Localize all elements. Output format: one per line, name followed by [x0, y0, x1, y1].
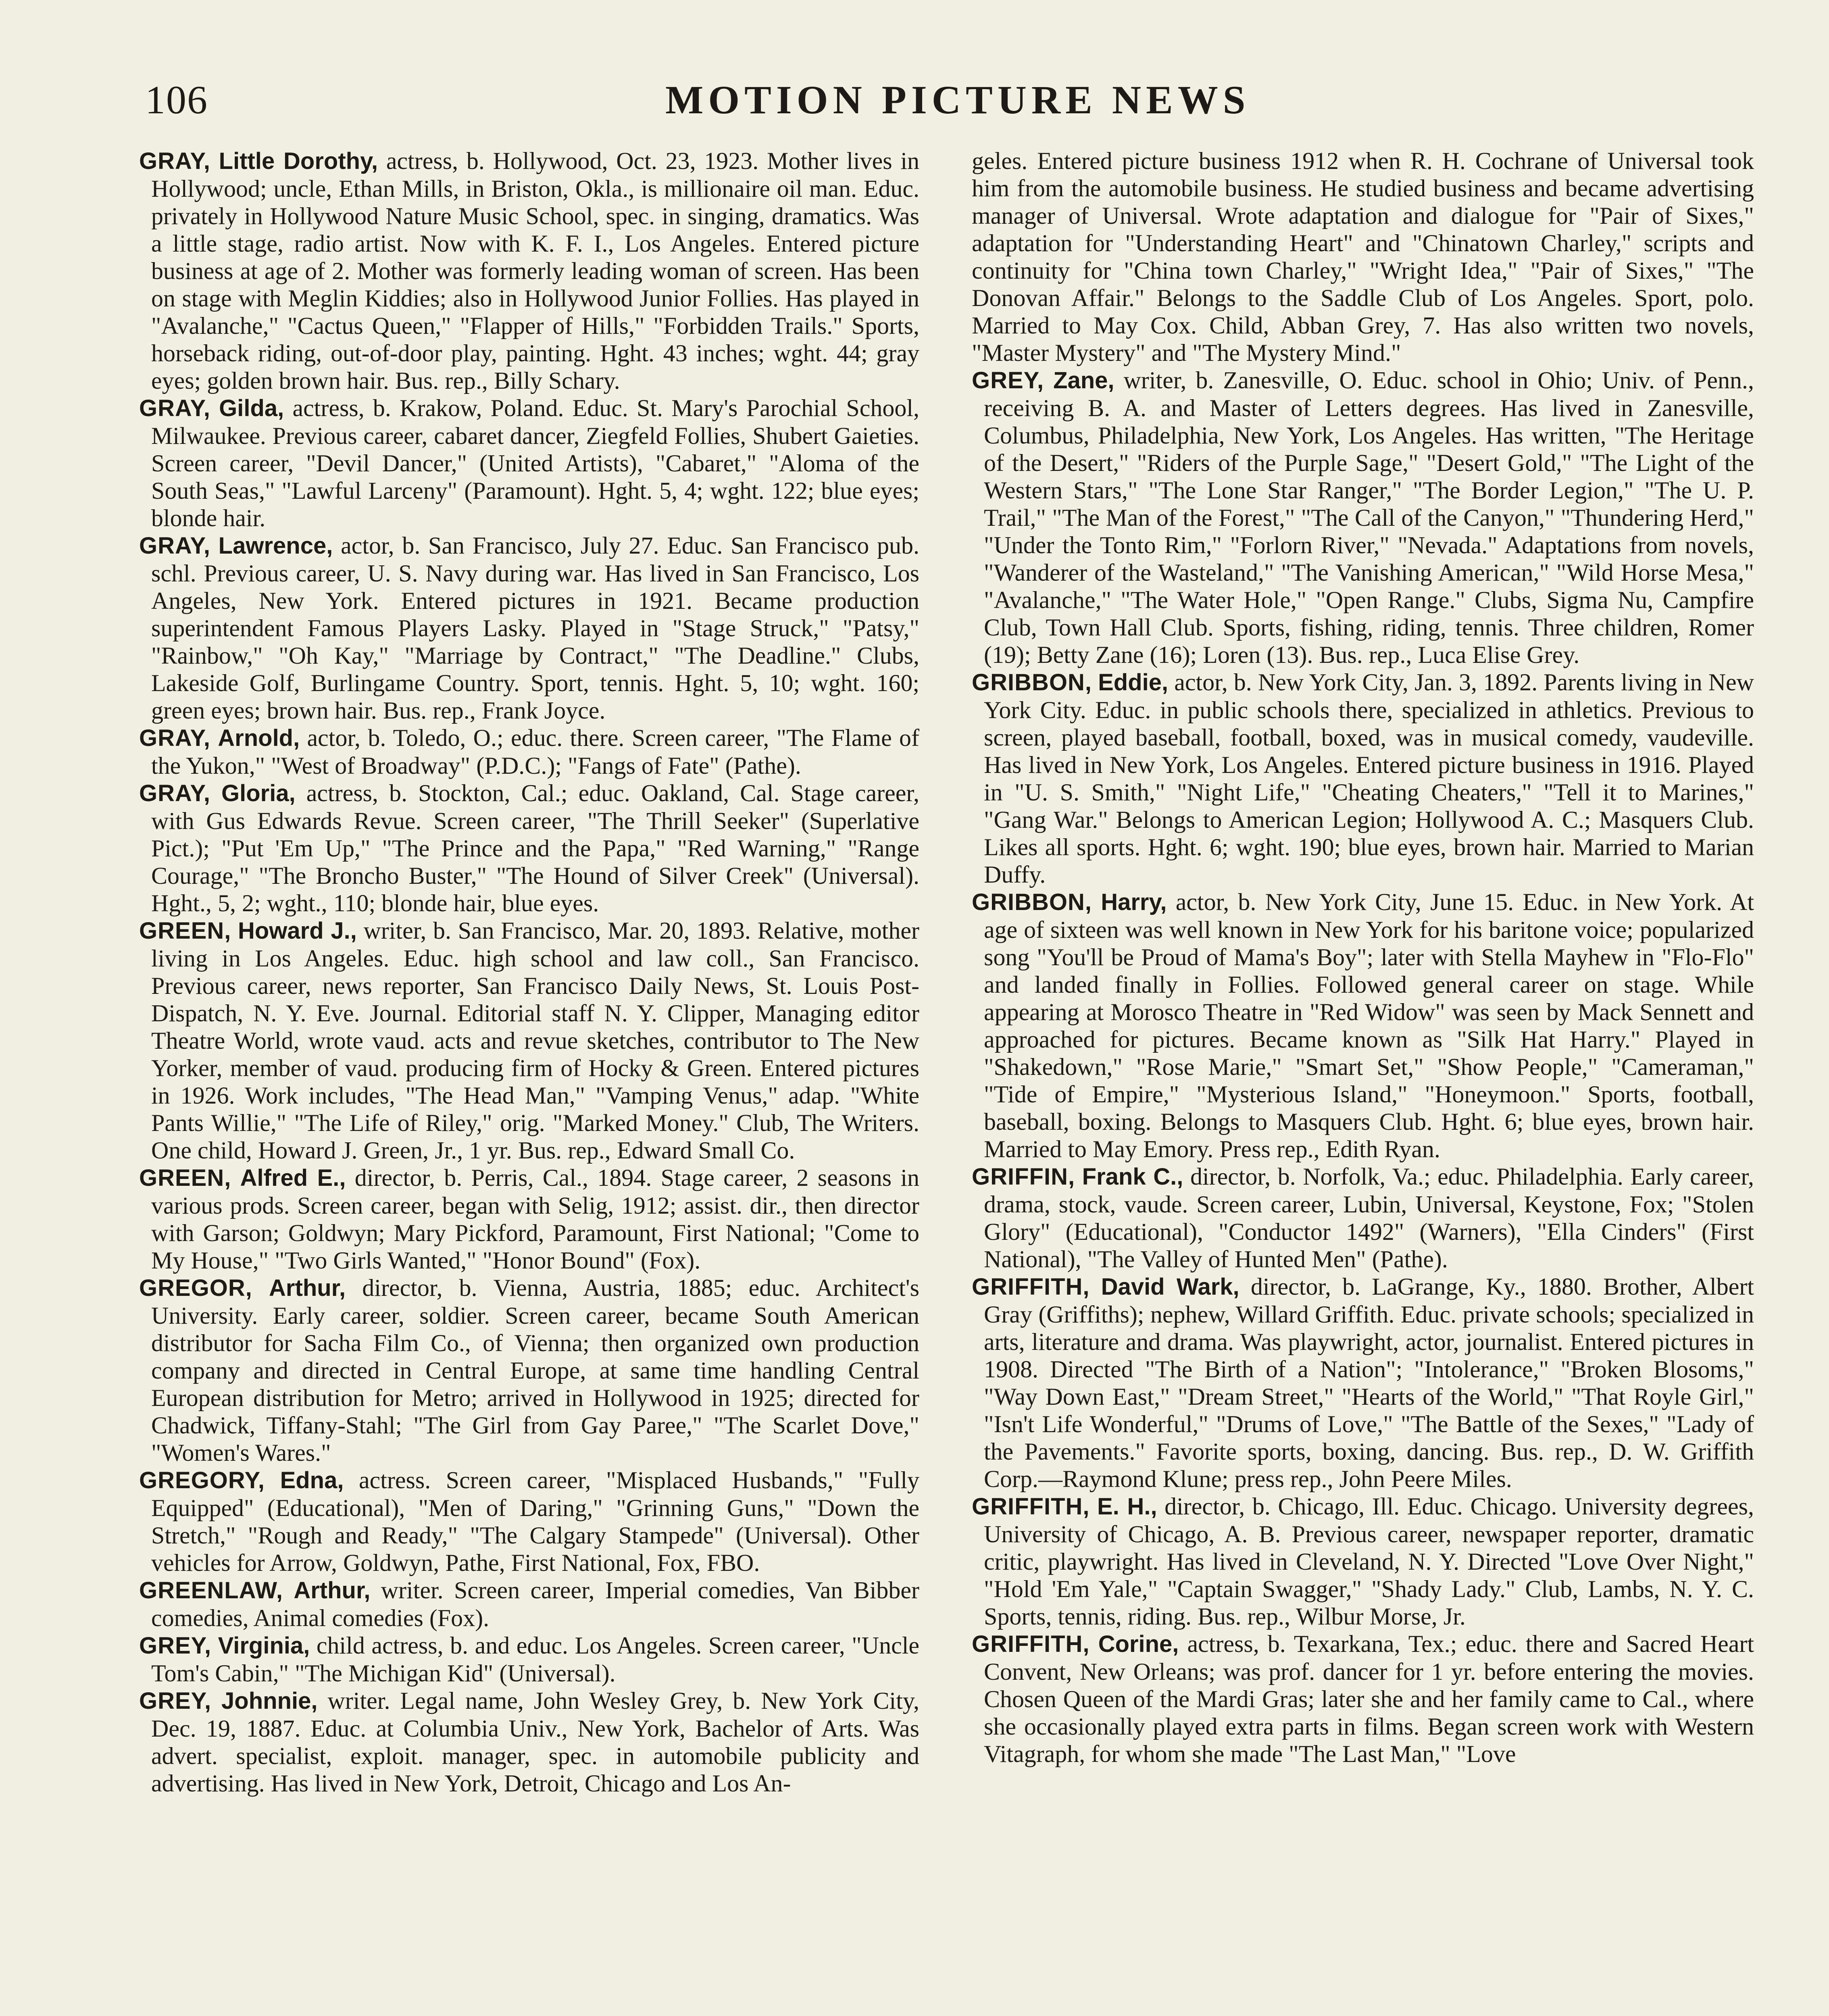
entry-surname: GRIFFITH,	[972, 1631, 1090, 1657]
entry-surname: GRAY,	[139, 725, 210, 751]
entry-given-name: Johnnie,	[221, 1688, 318, 1714]
entry-text: director, b. LaGrange, Ky., 1880. Brother, Albert Gray (Griffiths); nephew, Willard Griffith. Educ. private schools; specialized in arts, literature and drama. Was playwright, actor, journalist. Entered pictures in 1908. Directed "The Birth of a Nation"; "Intolerance," "Broken Blosoms," "Way Down East," "Dream Street," "Hearts of the World," "That Royle Girl," "Isn't Life Wonderful," "Drums of Love," "The Battle of the Sexes," "Lady of the Pavements." Favorite sports, boxing, dancing. Bus. rep., D. W. Griffith Corp.—Raymond Klune; press rep., John Peere Miles.	[984, 1273, 1754, 1492]
directory-entry	[139, 1164, 919, 1274]
entry-given-name: Frank C.,	[1082, 1164, 1183, 1190]
entry-surname: GREGOR,	[139, 1275, 252, 1301]
entry-text: actress, b. Krakow, Poland. Educ. St. Mary's Parochial School, Milwaukee. Previous career, cabaret dancer, Ziegfeld Follies, Shubert Gaieties. Screen career, "Devil Dancer," (United Artists), "Cabaret," "Aloma of the South Seas," "Lawful Larceny" (Paramount). Hght. 5, 4; wght. 122; blue eyes; blonde hair.	[151, 395, 919, 531]
entry-text: actress, b. Hollywood, Oct. 23, 1923. Mother lives in Hollywood; uncle, Ethan Mills, in Briston, Okla., is millionaire oil man. Educ. privately in Hollywood Nature Music School, spec. in singing, dramatics. Was a little stage, radio artist. Now with K. F. I., Los Angeles. Entered picture business at age of 2. Mother was formerly leading woman of screen. Has been on stage with Meglin Kiddies; also in Hollywood Junior Follies. Has played in "Avalanche," "Cactus Queen," "Flapper of Hills," "Forbidden Trails." Sports, horseback riding, out-of-door play, painting. Hght. 43 inches; wght. 44; gray eyes; golden brown hair. Bus. rep., Billy Schary.	[151, 148, 919, 394]
directory-entry	[972, 1493, 1754, 1630]
entry-text: actor, b. San Francisco, July 27. Educ. San Francisco pub. schl. Previous career, U. S. Navy during war. Has lived in San Francisco, Los Angeles, New York. Entered pictures in 1921. Became production superintendent Famous Players Lasky. Played in "Stage Struck," "Patsy," "Rainbow," "Oh Kay," "Marriage by Contract," "The Deadline." Clubs, Lakeside Golf, Burlingame Country. Sport, tennis. Hght. 5, 10; wght. 160; green eyes; brown hair. Bus. rep., Frank Joyce.	[151, 532, 919, 724]
entry-given-name: David Wark,	[1101, 1274, 1239, 1300]
directory-entry	[139, 1577, 919, 1632]
directory-entry	[972, 1630, 1754, 1768]
entry-surname: GRAY,	[139, 533, 210, 559]
directory-entry	[139, 147, 919, 394]
entry-given-name: Harry,	[1101, 889, 1167, 915]
entry-text: actress. Screen career, "Misplaced Husbands," "Fully Equipped" (Educational), "Men of Daring," "Grinning Guns," "Down the Stretch," "Rough and Ready," "The Calgary Stampede" (Universal). Other vehicles for Arrow, Goldwyn, Pathe, First National, Fox, FBO.	[151, 1467, 919, 1576]
entry-surname: GRAY,	[139, 780, 210, 806]
entry-surname: GRIBBON,	[972, 889, 1092, 915]
entry-text: actor, b. New York City, Jan. 3, 1892. Parents living in New York City. Educ. in public schools there, specialized in athletics. Previous to screen, played baseball, football, boxed, was in musical comedy, vaudeville. Has lived in New York, Los Angeles. Entered picture business in 1916. Played in "U. S. Smith," "Night Life," "Cheating Cheaters," "Tell it to Marines," "Gang War." Belongs to American Legion; Hollywood A. C.; Masquers Club. Likes all sports. Hght. 6; wght. 190; blue eyes, brown hair. Married to Marian Duffy.	[984, 669, 1754, 888]
entry-surname: GRIBBON,	[972, 669, 1092, 696]
entry-text: director, b. Vienna, Austria, 1885; educ. Architect's University. Early career, soldier. Screen career, became South American distributor for Sacha Film Co., of Vienna; then organized own production company and directed in Central Europe, at same time handling Central European distribution for Metro; arrived in Hollywood in 1925; directed for Chadwick, Tiffany-Stahl; "The Girl from Gay Paree," "The Scarlet Dove," "Women's Wares."	[151, 1275, 919, 1466]
entry-text: actress, b. Stockton, Cal.; educ. Oakland, Cal. Stage career, with Gus Edwards Revue. Screen career, "The Thrill Seeker" (Superlative Pict.); "Put 'Em Up," "The Prince and the Papa," "Red Warning," "Range Courage," "The Broncho Buster," "The Hound of Silver Creek" (Universal). Hght., 5, 2; wght., 110; blonde hair, blue eyes.	[151, 780, 919, 916]
entry-surname: GREEN,	[139, 1165, 231, 1191]
directory-entry	[139, 917, 919, 1164]
entry-text: child actress, b. and educ. Los Angeles. Screen career, "Uncle Tom's Cabin," "The Michigan Kid" (Universal).	[151, 1632, 919, 1687]
continued-entry-text: geles. Entered picture business 1912 when R. H. Cochrane of Universal took him from the automobile business. He studied business and became advertising manager of Universal. Wrote adaptation and dialogue for "Pair of Sixes," adaptation for "Understanding Heart" and "Chinatown Charley," scripts and continuity for "China town Charley," "Wright Idea," "Pair of Sixes," "The Donovan Affair." Belongs to the Saddle Club of Los Angeles. Sport, polo. Married to May Cox. Child, Abban Grey, 7. Has also written two novels, "Master Mystery" and "The Mystery Mind."	[972, 148, 1754, 366]
directory-entry	[139, 1687, 919, 1797]
entry-text: writer, b. San Francisco, Mar. 20, 1893. Relative, mother living in Los Angeles. Educ. high school and law coll., San Francisco. Previous career, news reporter, San Francisco Daily News, St. Louis Post-Dispatch, N. Y. Eve. Journal. Editorial staff N. Y. Clipper, Managing editor Theatre World, wrote vaud. acts and revue sketches, contributor to The New Yorker, member of vaud. producing firm of Hocky & Green. Entered pictures in 1926. Work includes, "The Head Man," "Vamping Venus," adap. "White Pants Willie," "The Life of Riley," orig. "Marked Money." Club, The Writers. One child, Howard J. Green, Jr., 1 yr. Bus. rep., Edward Small Co.	[151, 917, 919, 1164]
entry-text: director, b. Chicago, Ill. Educ. Chicago. University degrees, University of Chicago, A. B. Previous career, newspaper reporter, dramatic critic, playwright. Has lived in Cleveland, N. Y. Directed "Love Over Night," "Hold 'Em Yale," "Captain Swagger," "Shady Lady." Club, Lambs, N. Y. C. Sports, tennis, riding. Bus. rep., Wilbur Morse, Jr.	[984, 1493, 1754, 1630]
entry-text: writer. Screen career, Imperial comedies, Van Bibber comedies, Animal comedies (Fox).	[151, 1577, 919, 1631]
entry-text: director, b. Norfolk, Va.; educ. Philadelphia. Early career, drama, stock, vaude. Screen career, Lubin, Universal, Keystone, Fox; "Stolen Glory" (Educational), "Conductor 1492" (Warners), "Ella Cinders" (First National), "The Valley of Hunted Men" (Pathe).	[984, 1163, 1754, 1272]
entry-given-name: Eddie,	[1098, 669, 1169, 696]
entry-surname: GRAY,	[139, 395, 210, 421]
entry-text: writer. Legal name, John Wesley Grey, b. New York City, Dec. 19, 1887. Educ. at Columbia Univ., New York, Bachelor of Arts. Was advert. specialist, exploit. manager, spec. in automobile publicity and advertising. Has lived in New York, Detroit, Chicago and Los An-	[151, 1687, 919, 1797]
directory-entry	[139, 724, 919, 779]
entry-given-name: Lawrence,	[218, 533, 333, 559]
directory-entry	[139, 1274, 919, 1466]
entry-given-name: E. H.,	[1097, 1493, 1157, 1520]
entry-given-name: Howard J.,	[237, 918, 357, 944]
entry-given-name: Corine,	[1098, 1631, 1179, 1657]
entry-text: director, b. Perris, Cal., 1894. Stage career, 2 seasons in various prods. Screen career, began with Selig, 1912; assist. dir., then director with Garson; Goldwyn; Mary Pickford, Paramount, First National; "Come to My House," "Two Girls Wanted," "Honor Bound" (Fox).	[151, 1164, 919, 1274]
entry-surname: GREEN,	[139, 918, 231, 944]
entry-surname: GRIFFITH,	[972, 1274, 1090, 1300]
entry-given-name: Gloria,	[221, 780, 296, 806]
entry-surname: GREY,	[139, 1633, 212, 1659]
entry-text: actor, b. New York City, June 15. Educ. in New York. At age of sixteen was well known in New York for his baritone voice; popularized song "You'll be Proud of Mama's Boy"; later with Stella Mayhew in "Flo-Flo" and landed finally in Follies. Followed general career on stage. While appearing at Morosco Theatre in "Red Widow" was seen by Mack Sennett and approached for pictures. Became known as "Silk Hat Harry." Played in "Shakedown," "Rose Marie," "Smart Set," "Show People," "Cameraman," "Tide of Empire," "Mysterious Island," "Honeymoon." Sports, football, baseball, boxing. Belongs to Masquers Club. Hght. 6; blue eyes, brown hair. Married to May Emory. Press rep., Edith Ryan.	[984, 889, 1754, 1162]
entry-given-name: Arnold,	[218, 725, 300, 751]
entry-given-name: Gilda,	[219, 395, 284, 421]
directory-entry	[972, 1273, 1754, 1493]
directory-entry	[972, 669, 1754, 888]
entry-given-name: Little Dorothy,	[219, 148, 378, 174]
directory-entry	[139, 532, 919, 724]
entry-given-name: Alfred E.,	[240, 1165, 346, 1191]
entry-surname: GRIFFIN,	[972, 1164, 1075, 1190]
entry-text: actor, b. Toledo, O.; educ. there. Screen career, "The Flame of the Yukon," "West of Broadway" (P.D.C.); "Fangs of Fate" (Pathe).	[151, 725, 919, 779]
directory-entry	[139, 1632, 919, 1687]
entry-surname: GREGORY,	[139, 1467, 265, 1493]
directory-entry	[972, 888, 1754, 1163]
directory-entry	[972, 1163, 1754, 1273]
entry-given-name: Virginia,	[218, 1633, 310, 1659]
entry-surname: GREY,	[972, 367, 1044, 394]
page-number: 106	[145, 77, 208, 122]
directory-entry	[972, 367, 1754, 669]
entry-surname: GREY,	[139, 1688, 212, 1714]
entry-surname: GRIFFITH,	[972, 1493, 1090, 1520]
entry-given-name: Edna,	[280, 1467, 344, 1493]
page-title: MOTION PICTURE NEWS	[665, 77, 1250, 122]
page-header	[145, 69, 1738, 137]
entry-text: writer, b. Zanesville, O. Educ. school in Ohio; Univ. of Penn., receiving B. A. and Master of Letters degrees. Has lived in Zanesville, Columbus, Philadelphia, New York, Los Angeles. Has written, "The Heritage of the Desert," "Riders of the Purple Sage," "Desert Gold," "The Light of the Western Stars," "The Lone Star Ranger," "The Border Legion," "The U. P. Trail," "The Man of the Forest," "The Call of the Canyon," "Thundering Herd," "Under the Tonto Rim," "Forlorn River," "Nevada." Adaptations from novels, "Wanderer of the Wasteland," "The Vanishing American," "Wild Horse Mesa," "Avalanche," "The Water Hole," "Open Range." Clubs, Sigma Nu, Campfire Club, Town Hall Club. Sports, fishing, riding, tennis. Three children, Romer (19); Betty Zane (16); Loren (13). Bus. rep., Luca Elise Grey.	[984, 367, 1754, 668]
left-column	[139, 147, 919, 2016]
directory-entry	[139, 1466, 919, 1577]
entry-surname: GREENLAW,	[139, 1577, 283, 1604]
directory-entry	[139, 779, 919, 917]
entry-surname: GRAY,	[139, 148, 210, 174]
entry-given-name: Zane,	[1053, 367, 1114, 394]
entry-given-name: Arthur,	[294, 1577, 371, 1604]
right-column	[972, 147, 1754, 2016]
entry-given-name: Arthur,	[269, 1275, 346, 1301]
directory-entry	[139, 394, 919, 532]
entry-text: actress, b. Texarkana, Tex.; educ. there and Sacred Heart Convent, New Orleans; was prof. dancer for 1 yr. before entering the movies. Chosen Queen of the Mardi Gras; later she and her family came to Cal., where she occasionally played extra parts in films. Began screen work with Western Vitagraph, for whom she made "The Last Man," "Love	[984, 1631, 1754, 1767]
